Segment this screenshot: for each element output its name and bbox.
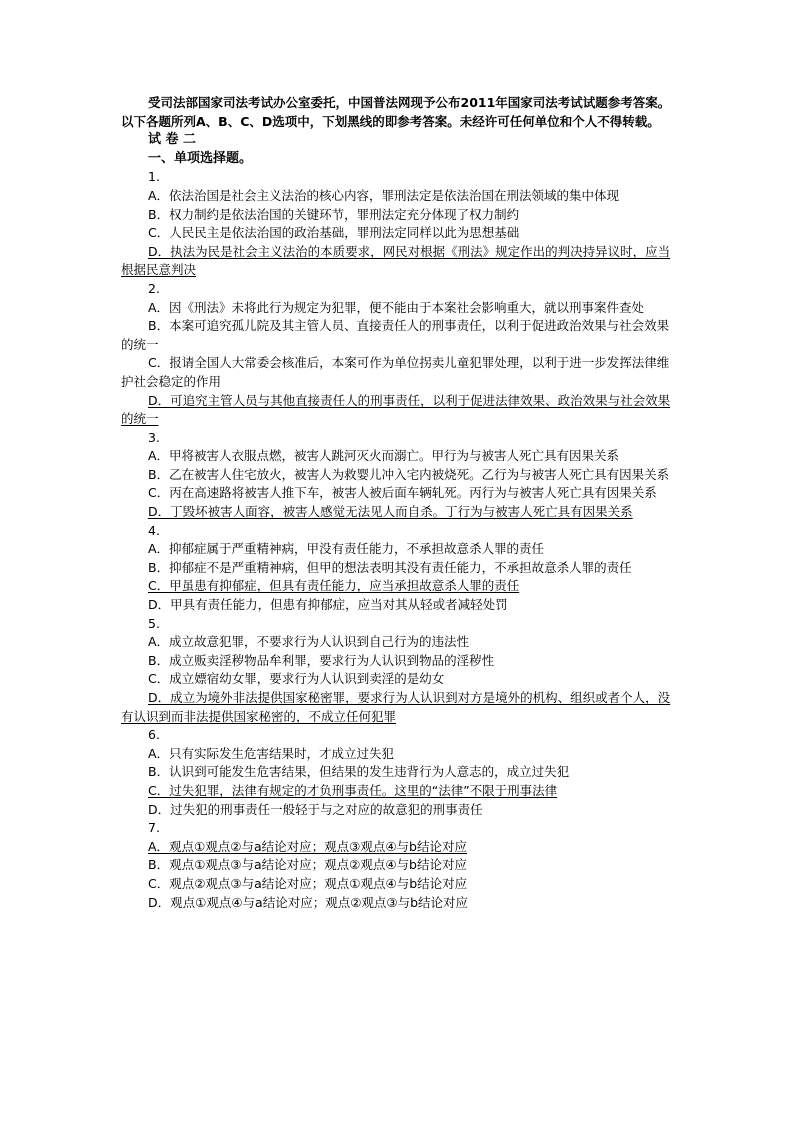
answer-option-text: C．甲虽患有抑郁症，但具有责任能力，应当承担故意杀人罪的责任 xyxy=(148,578,520,594)
option-text: B．乙在被害人住宅放火，被害人为救婴儿冲入宅内被烧死。乙行为与被害人死亡具有因果关系 xyxy=(148,466,670,482)
option xyxy=(121,894,681,913)
option-text: B．抑郁症不是严重精神病，但甲的想法表明其没有责任能力，不承担故意杀人罪的责任 xyxy=(148,559,632,575)
option-text: B．权力制约是依法治国的关键环节，罪刑法定充分体现了权力制约 xyxy=(148,206,520,222)
option-text: D．观点①观点④与a结论对应；观点②观点③与b结论对应 xyxy=(148,894,469,910)
answer-option xyxy=(121,392,681,429)
option-text: C．观点②观点③与a结论对应；观点①观点④与b结论对应 xyxy=(148,875,468,891)
answer-option xyxy=(121,503,681,522)
option xyxy=(121,447,681,466)
option-text: B．认识到可能发生危害结果，但结果的发生违背行为人意志的，成立过失犯 xyxy=(148,764,570,780)
option xyxy=(121,801,681,820)
option xyxy=(121,856,681,875)
answer-option-text: D．成立为境外非法提供国家秘密罪，要求行为人认识到对方是境外的机构、组织或者个人，没有认识到而非法提供国家秘密的，不成立任何犯罪 xyxy=(121,690,671,724)
question-number: 1. xyxy=(148,169,160,185)
option-text: A．抑郁症属于严重精神病，甲没有责任能力，不承担故意杀人罪的责任 xyxy=(148,541,545,557)
question-block xyxy=(121,429,681,522)
option xyxy=(121,187,681,206)
option-text: D．过失犯的刑事责任一般轻于与之对应的故意犯的刑事责任 xyxy=(148,801,483,817)
option xyxy=(121,763,681,782)
answer-option xyxy=(121,689,681,726)
option-text: C．成立嫖宿幼女罪，要求行为人认识到卖淫的是幼女 xyxy=(148,671,445,687)
question-number: 7. xyxy=(148,820,160,836)
answer-option-text: A．观点①观点②与a结论对应；观点③观点④与b结论对应 xyxy=(148,838,467,854)
question-number: 5. xyxy=(148,615,160,631)
question-block xyxy=(121,726,681,819)
option-text: A．依法治国是社会主义法治的核心内容，罪刑法定是依法治国在刑法领域的集中体现 xyxy=(148,187,620,203)
answer-option-text: D．丁毁坏被害人面容，被害人感觉无法见人而自杀。丁行为与被害人死亡具有因果关系 xyxy=(148,504,633,520)
question-block xyxy=(121,819,681,912)
answer-option xyxy=(121,577,681,596)
answer-option-text: D．可追究主管人员与其他直接责任人的刑事责任，以利于促进法律效果、政治效果与社会效果的统一 xyxy=(121,392,671,427)
option-text: C．人民民主是依法治国的政治基础，罪刑法定同样以此为思想基础 xyxy=(148,225,520,241)
option xyxy=(121,466,681,485)
answer-option-text: D．执法为民是社会主义法治的本质要求，网民对根据《刑法》规定作出的判决持异议时，应当根据民意判决 xyxy=(121,243,671,278)
option xyxy=(121,559,681,578)
question-block xyxy=(121,280,681,429)
section-title: 一、单项选择题。 xyxy=(148,150,253,166)
option xyxy=(121,670,681,689)
question-number: 4. xyxy=(148,522,160,538)
option xyxy=(121,206,681,225)
option-text: A．甲将被害人衣服点燃，被害人跳河灭火而溺亡。甲行为与被害人死亡具有因果关系 xyxy=(148,448,620,464)
option-text: B．本案可追究孤儿院及其主管人员、直接责任人的刑事责任，以利于促进政治效果与社会效果的统一 xyxy=(121,318,670,352)
option xyxy=(121,299,681,318)
document-page xyxy=(121,94,681,912)
question-block xyxy=(121,615,681,727)
option xyxy=(121,484,681,503)
question-number: 2. xyxy=(148,280,160,296)
option xyxy=(121,224,681,243)
intro-paragraph: 受司法部国家司法考试办公室委托，中国普法网现予公布2011年国家司法考试试题参考答案。以下各题所列A、B、C、D选项中，下划黑线的即参考答案。未经许可任何单位和个人不得转载。 xyxy=(121,95,671,129)
option-text: C．报请全国人大常委会核准后，本案可作为单位拐卖儿童犯罪处理，以利于进一步发挥法律维护社会稳定的作用 xyxy=(121,355,670,389)
question-number: 6. xyxy=(148,727,160,743)
paper-title: 试 卷 二 xyxy=(148,132,197,148)
answer-option xyxy=(121,838,681,857)
option xyxy=(121,652,681,671)
answer-option xyxy=(121,243,681,280)
option-text: A．成立故意犯罪，不要求行为人认识到自己行为的违法性 xyxy=(148,634,470,650)
question-block xyxy=(121,522,681,615)
option xyxy=(121,540,681,559)
question-block xyxy=(121,168,681,280)
option xyxy=(121,745,681,764)
answer-option xyxy=(121,782,681,801)
option xyxy=(121,354,681,391)
option-text: A．因《刑法》未将此行为规定为犯罪，便不能由于本案社会影响重大，就以刑事案件查处 xyxy=(148,299,645,315)
option xyxy=(121,596,681,615)
option xyxy=(121,633,681,652)
option-text: B．观点①观点③与a结论对应；观点②观点④与b结论对应 xyxy=(148,857,467,873)
answer-option-text: C．过失犯罪，法律有规定的才负刑事责任。这里的“法律”不限于刑事法律 xyxy=(148,782,558,798)
option xyxy=(121,317,681,354)
option-text: D．甲具有责任能力，但患有抑郁症，应当对其从轻或者减轻处罚 xyxy=(148,597,508,613)
option-text: A．只有实际发生危害结果时，才成立过失犯 xyxy=(148,745,395,761)
option-text: B．成立贩卖淫秽物品牟利罪，要求行为人认识到物品的淫秽性 xyxy=(148,652,495,668)
option xyxy=(121,875,681,894)
question-list xyxy=(121,168,681,912)
question-number: 3. xyxy=(148,429,160,445)
option-text: C．丙在高速路将被害人推下车，被害人被后面车辆轧死。丙行为与被害人死亡具有因果关系 xyxy=(148,485,657,501)
